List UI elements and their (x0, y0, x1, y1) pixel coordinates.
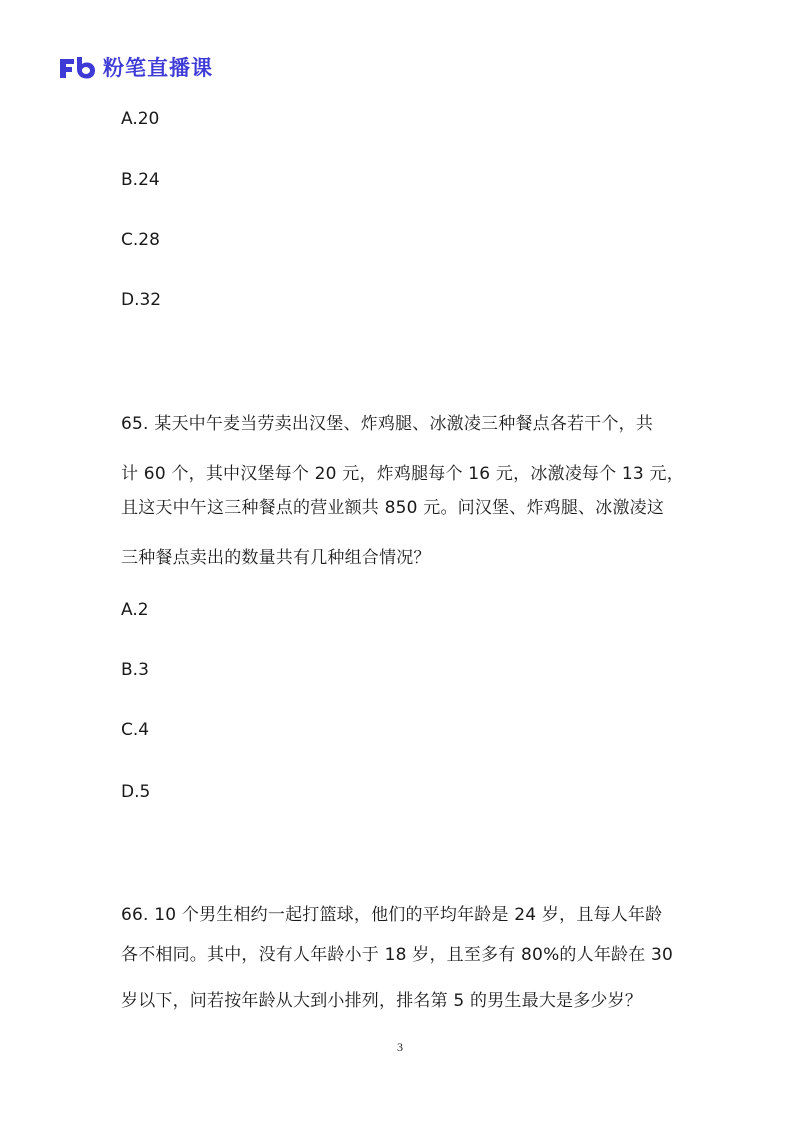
q64-option-b: B.24 (121, 170, 160, 190)
q66-text-line: 66. 10 个男生相约一起打篮球，他们的平均年龄是 24 岁，且每人年龄 (121, 905, 663, 925)
brand-name: 粉笔直播课 (103, 56, 213, 80)
q65-text-line: 65. 某天中午麦当劳卖出汉堡、炸鸡腿、冰激凌三种餐点各若干个，共 (121, 414, 654, 434)
q66-text-line: 岁以下，问若按年龄从大到小排列，排名第 5 的男生最大是多少岁？ (121, 991, 643, 1011)
q65-option-b: B.3 (121, 660, 149, 680)
q64-option-c: C.28 (121, 230, 160, 250)
q65-text-line: 且这天中午这三种餐点的营业额共 850 元。问汉堡、炸鸡腿、冰激凌这 (121, 498, 665, 518)
q65-option-a: A.2 (121, 600, 149, 620)
q64-option-d: D.32 (121, 290, 162, 310)
page-number: 3 (397, 1040, 403, 1054)
q66-text-line: 各不相同。其中，没有人年龄小于 18 岁，且至多有 80%的人年龄在 30 (121, 945, 674, 965)
q65-option-c: C.4 (121, 720, 150, 740)
q64-option-a: A.20 (121, 109, 160, 129)
q65-option-d: D.5 (121, 782, 151, 802)
q65-text-line: 计 60 个，其中汉堡每个 20 元，炸鸡腿每个 16 元，冰激凌每个 13 元， (121, 464, 684, 484)
q65-text-line: 三种餐点卖出的数量共有几种组合情况？ (121, 548, 431, 568)
